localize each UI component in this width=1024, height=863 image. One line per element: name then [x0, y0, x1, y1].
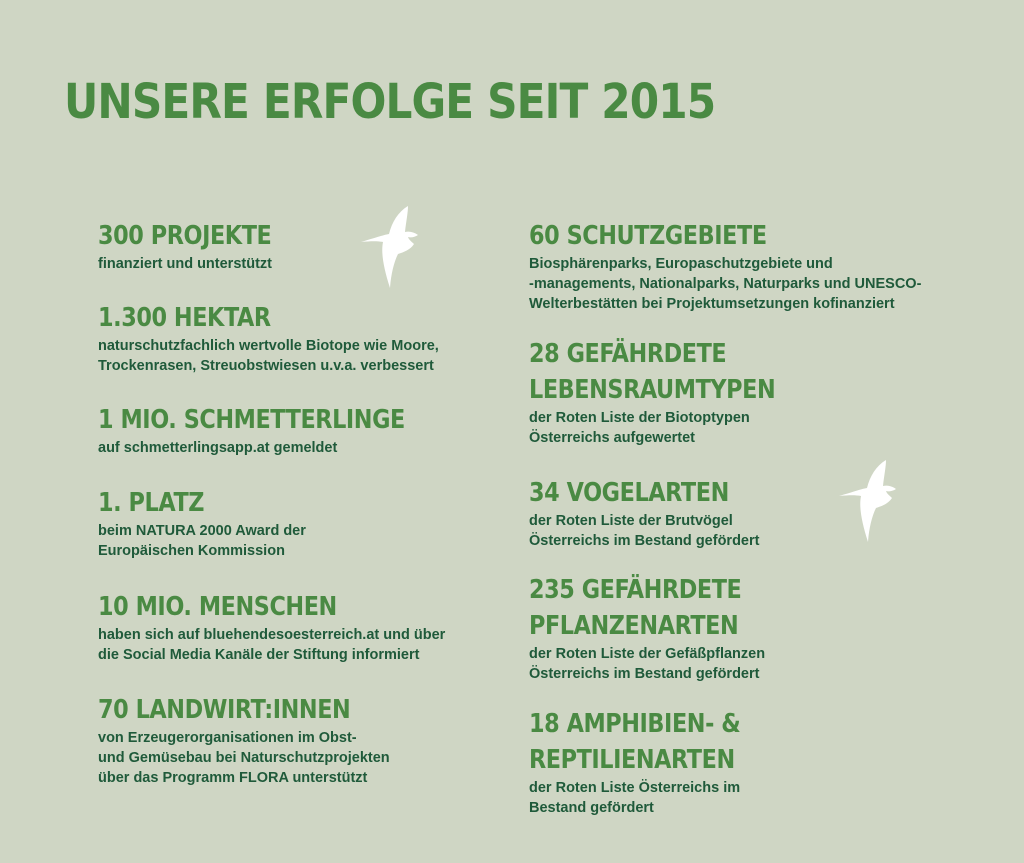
stat-description-line: von Erzeugerorganisationen im Obst- — [98, 730, 357, 746]
stat-headline — [98, 218, 271, 254]
stat-description-line: Biosphärenparks, Europaschutzgebiete und — [529, 256, 833, 272]
stat-description-line: -managements, Nationalparks, Naturparks und UNESCO- — [529, 276, 922, 292]
stat-headline-line: REPTILIENARTEN — [529, 745, 735, 775]
stat-description-line: der Roten Liste der Gefäßpflanzen — [529, 646, 766, 662]
page-title: UNSERE ERFOLGE SEIT 2015 — [64, 74, 716, 130]
stat-description-line: haben sich auf bluehendesoesterreich.at und über — [98, 627, 446, 643]
stat-description — [98, 625, 445, 665]
stat-description-line: auf schmetterlingsapp.at gemeldet — [98, 440, 338, 456]
stat-description — [98, 521, 306, 561]
stat-headline — [529, 706, 740, 778]
stat-description-line: finanziert und unterstützt — [98, 256, 272, 272]
stat-bird-species — [529, 475, 761, 551]
stat-description — [98, 438, 455, 458]
stat-farmers — [98, 692, 391, 788]
stat-description-line: naturschutzfachlich wertvolle Biotope wie Moore, — [98, 338, 439, 354]
stat-description-line: der Roten Liste der Brutvögel — [529, 513, 733, 529]
stat-description — [529, 408, 815, 448]
stat-award — [98, 485, 306, 561]
stat-headline-line: 60 SCHUTZGEBIETE — [529, 221, 767, 251]
stat-description-line: Welterbestätten bei Projektumsetzungen kofinanziert — [529, 296, 895, 312]
stat-description — [98, 254, 300, 274]
stat-headline-line: 10 MIO. MENSCHEN — [98, 592, 337, 622]
stat-description-line: Österreichs im Bestand gefördert — [529, 666, 760, 682]
stat-description-line: die Social Media Kanäle der Stiftung informiert — [98, 647, 420, 663]
stat-description-line: und Gemüsebau bei Naturschutzprojekten — [98, 750, 390, 766]
stat-headline-line: 1.300 HEKTAR — [98, 303, 271, 333]
stat-description — [529, 511, 761, 551]
stat-description — [529, 644, 776, 684]
stat-headline — [98, 300, 391, 336]
stat-description — [529, 778, 775, 818]
stat-headline-line: 28 GEFÄHRDETE — [529, 339, 727, 369]
stat-headline — [98, 692, 350, 728]
stat-headline — [98, 402, 405, 438]
stat-description-line: Europäischen Kommission — [98, 543, 285, 559]
stat-description-line: beim NATURA 2000 Award der — [98, 523, 306, 539]
stat-description-line: Österreichs im Bestand gefördert — [529, 533, 760, 549]
stat-description-line: Österreichs aufgewertet — [529, 430, 696, 446]
stat-protected-areas — [529, 218, 921, 314]
stat-headline-line: 1 MIO. SCHMETTERLINGE — [98, 405, 405, 435]
stat-habitat-types — [529, 336, 815, 448]
stat-headline — [529, 218, 866, 254]
stat-headline — [98, 485, 277, 521]
stat-description-line: über das Programm FLORA unterstützt — [98, 770, 368, 786]
stat-headline-line: 18 AMPHIBIEN- & — [529, 709, 741, 739]
stat-headline-line: 235 GEFÄHRDETE — [529, 575, 742, 605]
stat-headline — [529, 572, 741, 644]
bird-icon — [834, 458, 898, 546]
stat-description-line: der Roten Liste der Biotoptypen — [529, 410, 750, 426]
stat-description — [98, 336, 439, 376]
stat-projects — [98, 218, 300, 274]
stat-headline-line: PFLANZENARTEN — [529, 611, 739, 641]
stat-hectares — [98, 300, 439, 376]
stat-headline-line: 34 VOGELARTEN — [529, 478, 729, 508]
stat-headline-line: 1. PLATZ — [98, 488, 205, 518]
stat-description-line: Trockenrasen, Streuobstwiesen u.v.a. verbessert — [98, 358, 434, 374]
stat-headline — [529, 336, 775, 408]
stat-headline — [98, 589, 397, 625]
stat-headline-line: 300 PROJEKTE — [98, 221, 272, 251]
stat-headline-line: LEBENSRAUMTYPEN — [529, 375, 776, 405]
stat-plant-species — [529, 572, 776, 684]
stat-butterflies — [98, 402, 455, 458]
stat-description-line: Bestand gefördert — [529, 800, 654, 816]
bird-icon — [356, 204, 420, 292]
stat-description — [98, 728, 391, 788]
stat-people — [98, 589, 445, 665]
stat-headline-line: 70 LANDWIRT:INNEN — [98, 695, 351, 725]
stat-description-line: der Roten Liste Österreichs im — [529, 780, 741, 796]
stat-amphibian-species — [529, 706, 775, 818]
stat-description — [529, 254, 921, 314]
stat-headline — [529, 475, 729, 511]
